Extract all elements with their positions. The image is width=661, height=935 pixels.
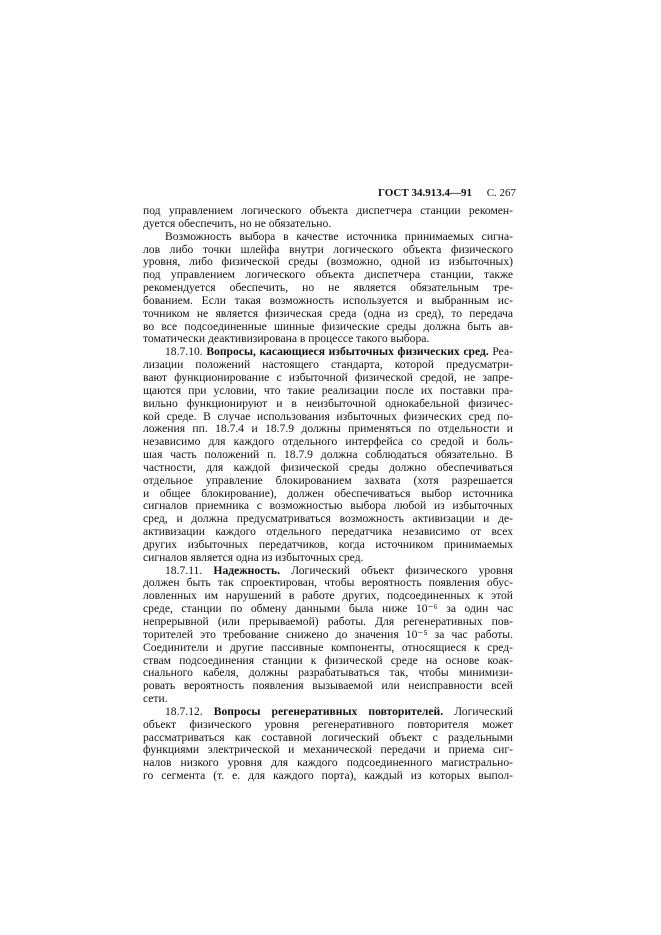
text-line: ловленных им нарушений в работе других, подсоединенных к этой [143, 589, 513, 603]
text-line: ствам подсоединения станции к физической среде на основе коак- [143, 653, 513, 667]
text-line: и общее блокирование), должен обеспечиваться выбор источника [143, 486, 513, 500]
text-line: объект физического уровня регенеративного повторителя может [143, 717, 513, 731]
text-line: уровня, либо физической среды (возможно, одной из избыточных) [143, 255, 513, 269]
paragraph-source-selection [143, 231, 513, 347]
text-line: функциями электрической и механической передачи и приема сиг- [143, 743, 513, 757]
text-line: щаются при условии, что такие реализации после их поставки пра- [143, 383, 513, 397]
text-line: вильно функционируют и в неизбыточной однокабельной физичес- [143, 396, 513, 410]
text-line: под управлением логического объекта диспетчера станции рекомен- [143, 204, 513, 217]
section-heading-line [143, 706, 513, 719]
text-line: вают функционирование с избыточной физической средой, не запре- [143, 370, 513, 384]
text-line: рекомендуется обеспечить, но не является обязательным тре- [143, 281, 513, 295]
text-line: лов либо точки шлейфа внутри логического объекта физического [143, 242, 513, 256]
section-number: 18.7.11. [165, 563, 203, 577]
text-line: го сегмента (т. е. для каждого порта), каждый из которых выпол- [143, 769, 513, 783]
text-fragment: Реа- [492, 345, 513, 359]
section-18-7-10 [143, 346, 513, 564]
text-line: рассматриваться как составной логический объект с раздельными [143, 730, 513, 744]
text-line: среде, станции по обмену данными была ниже 10⁻⁶ за один час [143, 602, 513, 616]
text-line: активизации каждого отдельного передатчика независимо от всех [143, 525, 513, 539]
text-line: сигналов является одна из избыточных сред. [143, 550, 364, 564]
page-number: С. 267 [486, 187, 517, 199]
text-line: точником не является физическая среда (одна из сред), то передача [143, 306, 513, 320]
page-header [378, 187, 516, 199]
text-line: шая часть положений п. 18.7.9 должна соблюдаться обязательно. В [143, 448, 513, 462]
text-line: ложения пп. 18.7.4 и 18.7.9 должны применяться по отдельности и [143, 422, 513, 436]
text-line: сигналов приемника с возможностью выбора любой из избыточных [143, 499, 513, 513]
text-line: Соединители и другие пассивные компоненты, относящиеся к сред- [143, 640, 513, 654]
text-line: кой среде. В случае использования избыточных физических сред по- [143, 409, 513, 423]
section-title: Вопросы регенеративных повторителей. [213, 704, 444, 718]
text-line: бованием. Если такая возможность используется и выбранным ис- [143, 293, 513, 307]
text-line: сиального кабеля, должны разрабатываться так, чтобы минимизи- [143, 666, 513, 680]
text-line: частности, для каждой физической среды должно обеспечиваться [143, 460, 513, 474]
text-line: сред, и должна предусматриваться возможность активизации и де- [143, 512, 513, 526]
text-line: ровать вероятность появления вызываемой или неисправности всей [143, 679, 513, 693]
text-line: отдельное управление блокированием захвата (хотя разрешается [143, 473, 513, 487]
section-number: 18.7.10. [165, 345, 203, 359]
text-line: независимо для каждого отдельного интерфейса со средой и боль- [143, 435, 513, 449]
text-line: Возможность выбора в качестве источника принимаемых сигна- [165, 229, 513, 243]
text-line: лизации положений настоящего стандарта, которой предусматри- [143, 358, 513, 372]
text-line: томатически деактивизирована в процессе такого выбора. [143, 332, 430, 346]
section-title: Надежность. [213, 563, 281, 577]
section-title: Вопросы, касающиеся избыточных физических сред. [206, 345, 489, 359]
standard-id: ГОСТ 34.913.4—91 [378, 187, 472, 199]
text-line: других избыточных передатчиков, когда источником принимаемых [143, 537, 513, 551]
text-line: под управлением логического объекта диспетчера станции, также [143, 268, 513, 282]
section-18-7-11 [143, 565, 513, 706]
text-fragment: Логический [454, 704, 513, 718]
text-line: налов низкого уровня для каждого подсоединенного магистрально- [143, 756, 513, 770]
text-line: дуется обеспечить, но не обязательно. [143, 216, 332, 230]
document-body [143, 205, 513, 783]
text-line: должен быть так спроектирован, чтобы вероятность появления обус- [143, 576, 513, 590]
text-line: во все подсоединенные шинные физические среды должна быть ав- [143, 319, 513, 333]
text-line: сети. [143, 692, 168, 706]
paragraph-continuation [143, 205, 513, 231]
text-line: непрерывной (или прерываемой) работы. Для регенеративных пов- [143, 615, 513, 628]
text-line: торителей это требование снижено до значения 10⁻⁵ за час работы. [143, 627, 513, 641]
section-number: 18.7.12. [165, 704, 203, 718]
section-18-7-12 [143, 706, 513, 783]
text-fragment: Логический объект физического уровня [291, 563, 513, 577]
